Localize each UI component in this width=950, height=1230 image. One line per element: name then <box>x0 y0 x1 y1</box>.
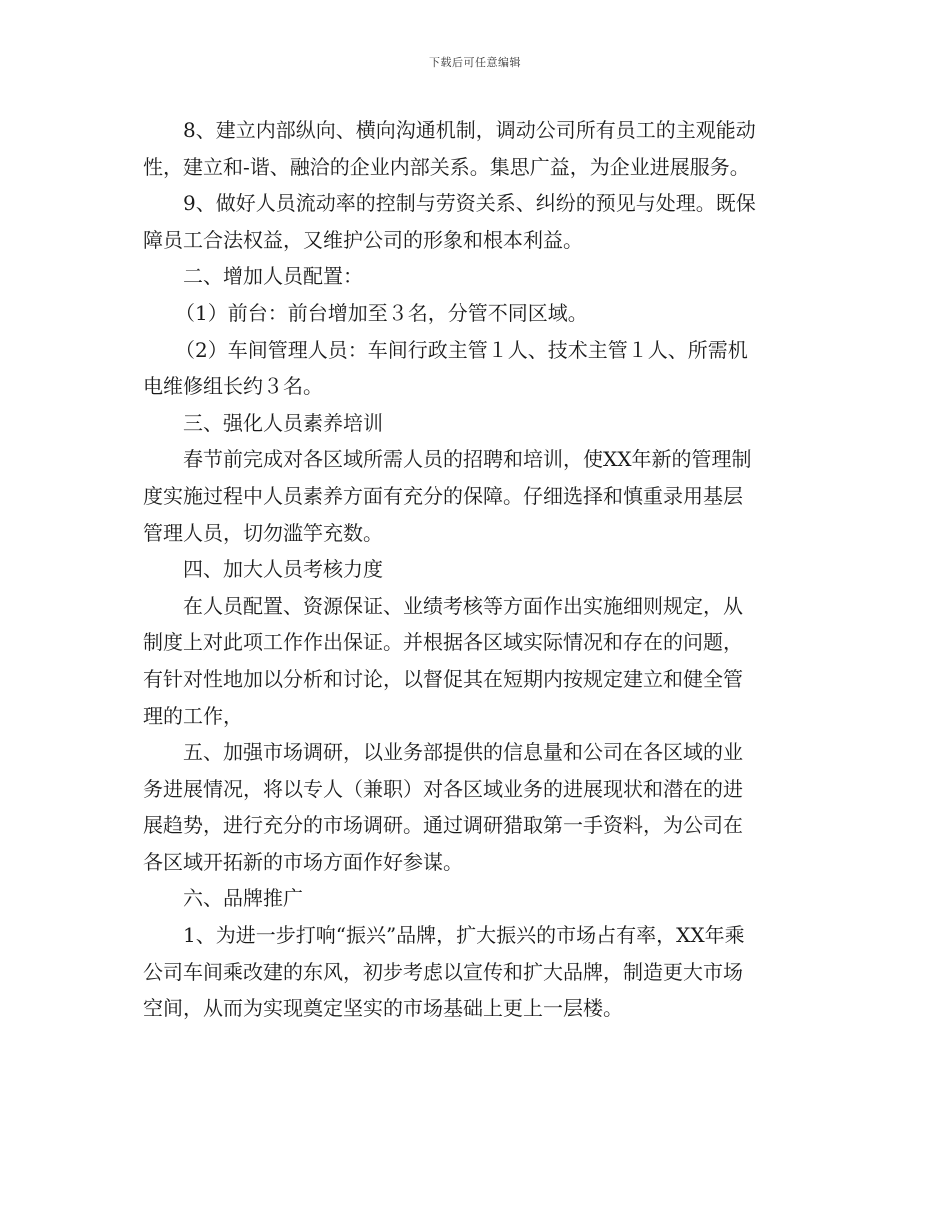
paragraph-line: 度实施过程中人员素养方面有充分的保障。仔细选择和慎重录用基层 <box>143 483 743 508</box>
paragraph-item-9 <box>143 185 815 258</box>
section-heading-2 <box>143 258 815 295</box>
heading-text: 二、增加人员配置： <box>183 264 363 289</box>
paragraph-line: 务进展情况，将以专人（兼职）对各区域业务的进展现状和潜在的进 <box>143 776 743 801</box>
paragraph-line: 管理人员，切勿滥竽充数。 <box>143 520 383 545</box>
sub-item-1 <box>143 295 815 332</box>
paragraph-line: 性，建立和-谐、融洽的企业内部关系。集思广益，为企业进展服务。 <box>143 154 750 179</box>
page-header-note: 下载后可任意编辑 <box>429 56 521 69</box>
paragraph-training <box>143 441 815 551</box>
paragraph-line: 各区域开拓新的市场方面作好参谋。 <box>143 849 463 874</box>
heading-text: 四、加大人员考核力度 <box>183 557 383 582</box>
paragraph-assessment <box>143 588 815 734</box>
paragraph-line: 理的工作， <box>143 703 243 728</box>
paragraph-line: 障员工合法权益，又维护公司的形象和根本利益。 <box>143 227 583 252</box>
paragraph-line: 公司车间乘改建的东风，初步考虑以宣传和扩大品牌，制造更大市场 <box>143 959 743 984</box>
section-heading-6 <box>143 880 815 917</box>
paragraph-line: （1）前台：前台增加至３名，分管不同区域。 <box>175 300 588 325</box>
section-heading-3 <box>143 405 815 442</box>
paragraph-line: 五、加强市场调研，以业务部提供的信息量和公司在各区域的业 <box>183 740 743 765</box>
paragraph-market-research <box>143 734 815 880</box>
paragraph-line: 展趋势，进行充分的市场调研。通过调研猎取第一手资料，为公司在 <box>143 813 743 838</box>
paragraph-line: 1、为进一步打响“振兴”品牌，扩大振兴的市场占有率，XX年乘 <box>183 923 745 948</box>
paragraph-line: 空间，从而为实现奠定坚实的市场基础上更上一层楼。 <box>143 996 623 1021</box>
document-body <box>143 112 815 1027</box>
heading-text: 六、品牌推广 <box>183 886 303 911</box>
paragraph-line: 春节前完成对各区域所需人员的招聘和培训，使XX年新的管理制 <box>183 447 752 472</box>
section-heading-4 <box>143 551 815 588</box>
sub-item-2 <box>143 332 815 405</box>
paragraph-brand-promotion <box>143 917 815 1027</box>
paragraph-line: 制度上对此项工作作出保证。并根据各区域实际情况和存在的问题， <box>143 630 743 655</box>
paragraph-line: 9、做好人员流动率的控制与劳资关系、纠纷的预见与处理。既保 <box>183 191 756 216</box>
paragraph-line: 8、建立内部纵向、横向沟通机制，调动公司所有员工的主观能动 <box>183 118 756 142</box>
paragraph-line: 电维修组长约３名。 <box>143 374 323 399</box>
paragraph-item-8 <box>143 112 815 185</box>
heading-text: 三、强化人员素养培训 <box>183 410 383 435</box>
paragraph-line: 有针对性地加以分析和讨论，以督促其在短期内按规定建立和健全管 <box>143 666 743 691</box>
paragraph-line: （2）车间管理人员：车间行政主管１人、技术主管１人、所需机 <box>175 337 748 362</box>
paragraph-line: 在人员配置、资源保证、业绩考核等方面作出实施细则规定，从 <box>183 593 743 618</box>
